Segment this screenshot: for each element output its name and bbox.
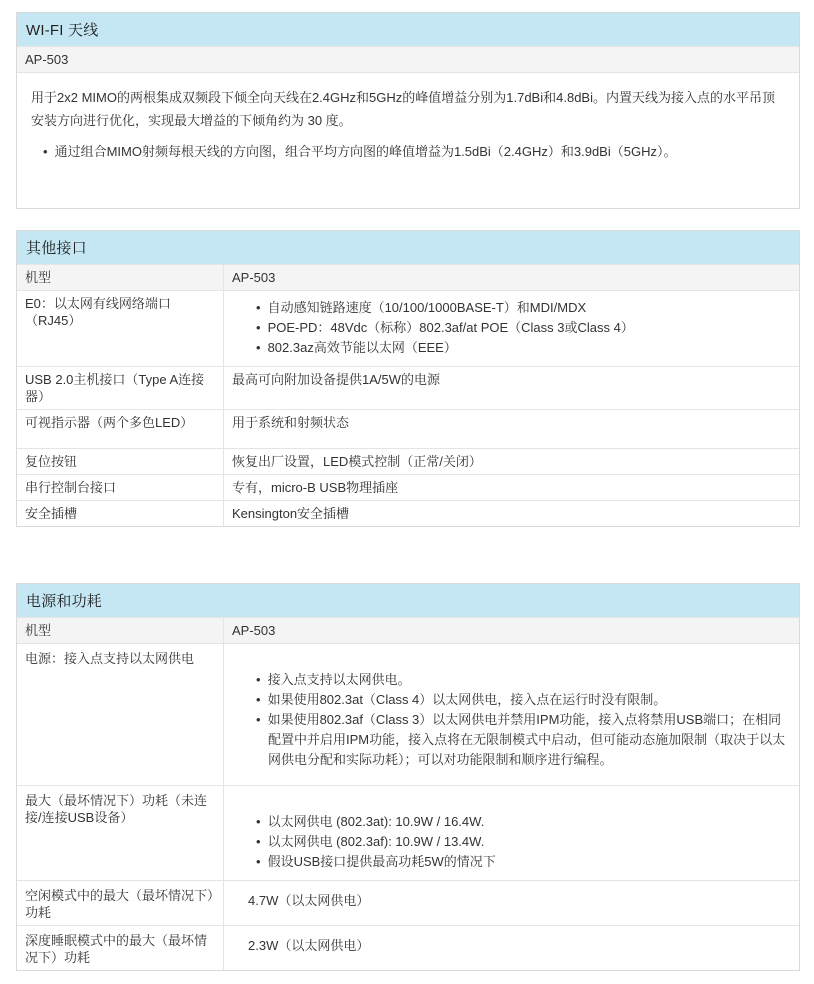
table-row-security-slot: [17, 500, 799, 526]
antenna-bullet-list: [31, 141, 785, 162]
table-row-reset-button: [17, 448, 799, 474]
column-header-value: AP-503: [232, 270, 276, 285]
bullet-item: • POE-PD：48Vdc（标称）802.3af/at POE（Class 3或Class 4）: [256, 318, 791, 338]
antenna-description-cell: [17, 73, 799, 175]
table-row-serial-console: [17, 474, 799, 500]
table-header-row: [17, 617, 799, 643]
row-value: 最高可向附加设备提供1A/5W的电源: [232, 372, 441, 387]
model-cell: AP-503: [25, 52, 69, 67]
max-consumption-bullet-list: [232, 812, 791, 872]
row-label: 安全插槽: [17, 501, 224, 526]
ethernet-bullet-list: [232, 298, 791, 358]
section-wifi-antenna: [16, 12, 800, 209]
row-value: 用于系统和射频状态: [232, 415, 350, 430]
row-value: Kensington安全插槽: [232, 506, 350, 521]
table-row-max-consumption: [17, 785, 799, 880]
row-value: [224, 291, 799, 366]
bullet-item: • 通过组合MIMO射频每根天线的方向图，组合平均方向图的峰值增益为1.5dBi（2.4GHz）和3.9dBi（5GHz）。: [43, 141, 785, 162]
row-value: [224, 786, 799, 880]
column-header-model: 机型: [17, 618, 224, 643]
power-bullet-list: [232, 670, 791, 770]
row-value: 恢复出厂设置，LED模式控制（正常/关闭）: [232, 454, 482, 469]
bullet-item: • 接入点支持以太网供电。: [256, 670, 791, 690]
section-header-wifi-antenna: [17, 13, 799, 46]
section-title-wifi-antenna: WI-FI 天线: [26, 22, 99, 39]
row-label: E0：以太网有线网络端口（RJ45）: [17, 291, 224, 366]
section-power-consumption: [16, 583, 800, 971]
model-row: [17, 46, 799, 72]
row-label: 电源：接入点支持以太网供电: [17, 644, 224, 785]
antenna-description-row: [17, 72, 799, 208]
bullet-item: • 如果使用802.3at（Class 4）以太网供电，接入点在运行时没有限制。: [256, 690, 791, 710]
bullet-item: • 以太网供电 (802.3af): 10.9W / 13.4W.: [256, 832, 791, 852]
antenna-paragraph: 用于2x2 MIMO的两根集成双频段下倾全向天线在2.4GHz和5GHz的峰值增益分别为1.7dBi和4.8dBi。内置天线为接入点的水平吊顶安装方向进行优化，实现最大增益的下倾角约为 30 度。: [31, 90, 775, 128]
column-header-value: AP-503: [232, 623, 276, 638]
table-row-usb: [17, 366, 799, 409]
row-label: 串行控制台接口: [17, 475, 224, 500]
column-header-model: 机型: [17, 265, 224, 290]
row-value: 4.7W（以太网供电）: [248, 893, 370, 908]
bullet-item: • 以太网供电 (802.3at): 10.9W / 16.4W.: [256, 812, 791, 832]
row-label: 复位按钮: [17, 449, 224, 474]
row-label: 深度睡眠模式中的最大（最坏情况下）功耗: [17, 926, 224, 970]
row-value: 2.3W（以太网供电）: [248, 938, 370, 953]
row-value: 专有，micro-B USB物理插座: [232, 480, 399, 495]
table-row-ethernet-port: [17, 290, 799, 366]
table-row-indicators: [17, 409, 799, 448]
table-header-row: [17, 264, 799, 290]
bullet-item: • 假设USB接口提供最高功耗5W的情况下: [256, 852, 791, 872]
table-row-deepsleep-consumption: [17, 925, 799, 970]
section-title-power-consumption: 电源和功耗: [26, 593, 103, 610]
section-other-interfaces: [16, 230, 800, 527]
bullet-item: • 如果使用802.3af（Class 3）以太网供电并禁用IPM功能，接入点将禁用USB端口；在相同配置中并启用IPM功能，接入点将在无限制模式中启动，但可能动态施加限制（取决于以太网供电分配和实际功耗）；可以对功能限制和顺序进行编程。: [256, 710, 791, 770]
row-label: 最大（最坏情况下）功耗（未连接/连接USB设备）: [17, 786, 224, 880]
section-header-power-consumption: [17, 584, 799, 617]
bullet-item: • 802.3az高效节能以太网（EEE）: [256, 338, 791, 358]
section-title-other-interfaces: 其他接口: [26, 240, 87, 257]
row-label: 可视指示器（两个多色LED）: [17, 410, 224, 448]
row-label: 空闲模式中的最大（最坏情况下）功耗: [17, 881, 224, 925]
bullet-item: • 自动感知链路速度（10/100/1000BASE-T）和MDI/MDX: [256, 298, 791, 318]
row-value: [224, 644, 799, 785]
table-row-power-source: [17, 643, 799, 785]
table-row-idle-consumption: [17, 880, 799, 925]
section-header-other-interfaces: [17, 231, 799, 264]
row-label: USB 2.0主机接口（Type A连接器）: [17, 367, 224, 409]
